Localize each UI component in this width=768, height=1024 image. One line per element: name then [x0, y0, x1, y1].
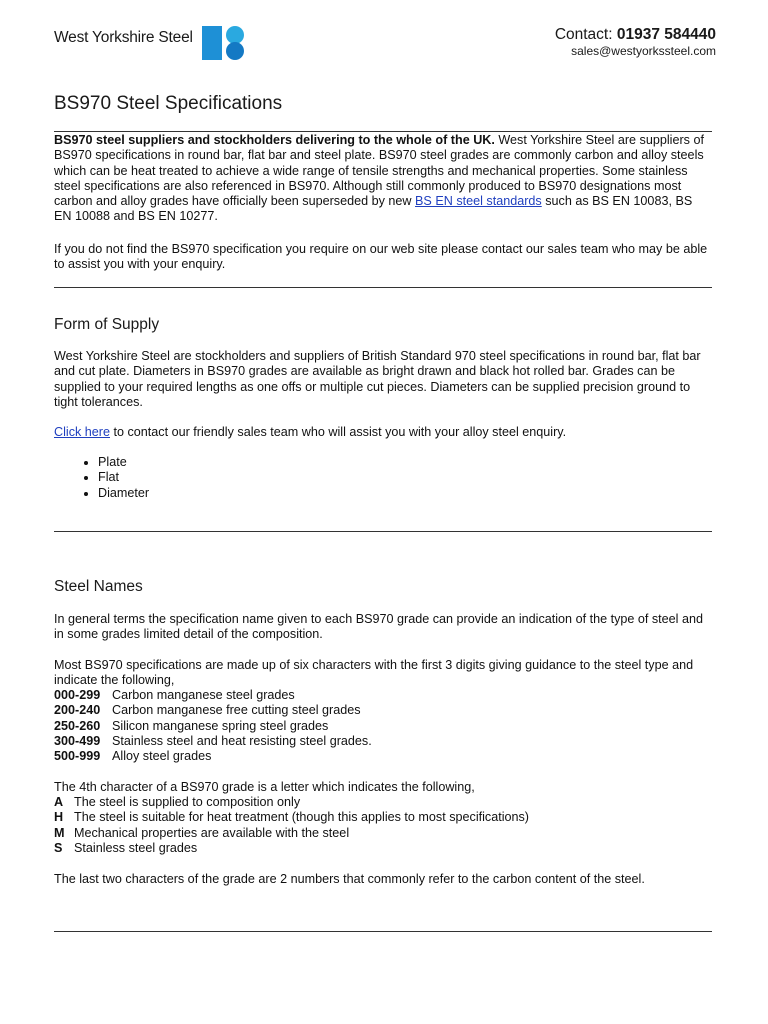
company-logo-icon — [202, 26, 246, 60]
steel-names-paragraph-4: The last two characters of the grade are 2 numbers that commonly refer to the carbon content of the steel. — [54, 872, 645, 886]
grade-range-row — [54, 749, 712, 764]
divider — [54, 931, 712, 932]
intro-text-2: such as BS EN 10083, BS EN 10088 and BS EN 10277. — [54, 194, 693, 224]
range-code: 000-299 — [54, 688, 101, 702]
grade-letter-row — [54, 841, 712, 856]
range-desc: Carbon manganese free cutting steel grades — [112, 703, 361, 718]
intro-text-1: West Yorkshire Steel are suppliers of BS970 specifications in round bar, flat bar and steel plate. BS970 steel grades are commonly carbon and alloy steels which can be heat treated to achieve a wide range of tensile strengths and mechanical properties. Some stainless steel specifications are also referenced in BS970. Although still commonly produced to BS970 designations most carbon and alloy grades have officially been superseded by new — [54, 133, 704, 209]
intro-paragraph-2: If you do not find the BS970 specification you require on our web site please contact our sales team who may be able to assist you with your enquiry. — [54, 242, 708, 272]
logo-circle-bottom — [226, 42, 244, 60]
divider — [54, 287, 712, 288]
range-desc: Stainless steel and heat resisting steel grades. — [112, 733, 372, 748]
brand-name: West Yorkshire Steel — [54, 29, 193, 46]
letter-code: S — [54, 840, 63, 855]
letter-desc: Stainless steel grades — [74, 840, 198, 855]
click-here-text: to contact our friendly sales team who will assist you with your alloy steel enquiry. — [110, 425, 567, 439]
click-here-paragraph — [54, 425, 712, 440]
list-item: • Diameter — [98, 486, 149, 501]
range-code: 200-240 — [54, 703, 101, 718]
range-code: 250-260 — [54, 718, 101, 733]
letter-desc: Mechanical properties are available with the steel — [74, 825, 350, 840]
letter-desc: The steel is suitable for heat treatment (though this applies to most specifications) — [74, 810, 530, 825]
bs-en-standards-link[interactable]: BS EN steel standards — [415, 194, 542, 209]
intro-paragraph — [54, 133, 712, 225]
steel-names-heading: Steel Names — [54, 578, 143, 595]
divider — [54, 531, 712, 532]
contact-email[interactable]: sales@westyorkssteel.com — [571, 44, 716, 58]
intro-bold-lead: BS970 steel suppliers and stockholders delivering to the whole of the UK. — [54, 133, 495, 147]
contact-block — [555, 26, 716, 58]
contact-phone-line — [555, 26, 716, 44]
letter-desc: The steel is supplied to composition only — [74, 795, 301, 809]
form-of-supply-paragraph: West Yorkshire Steel are stockholders and suppliers of British Standard 970 steel specifications in round bar, flat bar and cut plate. Diameters in BS970 grades are available as bright drawn and black hot rolled bar. Grades can be supplied to your required lengths as one offs or multiple cut pieces. Diameters can be supplied precision ground to tight tolerances. — [54, 349, 701, 409]
phone-number[interactable]: 01937 584440 — [616, 26, 716, 43]
grade-range-row — [54, 688, 712, 703]
logo-circle-top — [226, 26, 244, 44]
grade-range-row — [54, 734, 712, 749]
range-code: 500-999 — [54, 749, 101, 764]
letter-code: M — [54, 825, 65, 840]
grade-letter-row — [54, 795, 712, 810]
logo-square — [202, 26, 222, 60]
grade-letter-row — [54, 826, 712, 841]
contact-label: Contact: — [554, 26, 613, 43]
page-header — [54, 26, 716, 66]
steel-names-paragraph-3: The 4th character of a BS970 grade is a letter which indicates the following, — [54, 780, 475, 794]
range-desc: Silicon manganese spring steel grades — [112, 718, 329, 733]
range-desc: Alloy steel grades — [112, 749, 212, 764]
divider — [54, 131, 712, 132]
list-item: • Plate — [98, 455, 149, 470]
page-title: BS970 Steel Specifications — [54, 93, 283, 114]
range-desc: Carbon manganese steel grades — [112, 688, 295, 702]
grade-range-row — [54, 703, 712, 718]
letter-code: A — [54, 795, 64, 809]
form-of-supply-heading: Form of Supply — [54, 316, 160, 333]
grade-letters-list — [54, 795, 712, 856]
list-item: • Flat — [98, 470, 149, 485]
grade-ranges-list — [54, 688, 712, 764]
range-code: 300-499 — [54, 733, 101, 748]
steel-names-paragraph-2: Most BS970 specifications are made up of six characters with the first 3 digits giving guidance to the steel type and indicate the following, — [54, 658, 694, 688]
letter-code: H — [54, 810, 64, 825]
grade-letter-row — [54, 810, 712, 825]
grade-range-row — [54, 719, 712, 734]
click-here-link[interactable]: Click here — [54, 425, 110, 439]
steel-names-paragraph-1: In general terms the specification name given to each BS970 grade can provide an indication of the type of steel and in some grades limited detail of the composition. — [54, 612, 703, 642]
supply-list — [54, 455, 149, 501]
